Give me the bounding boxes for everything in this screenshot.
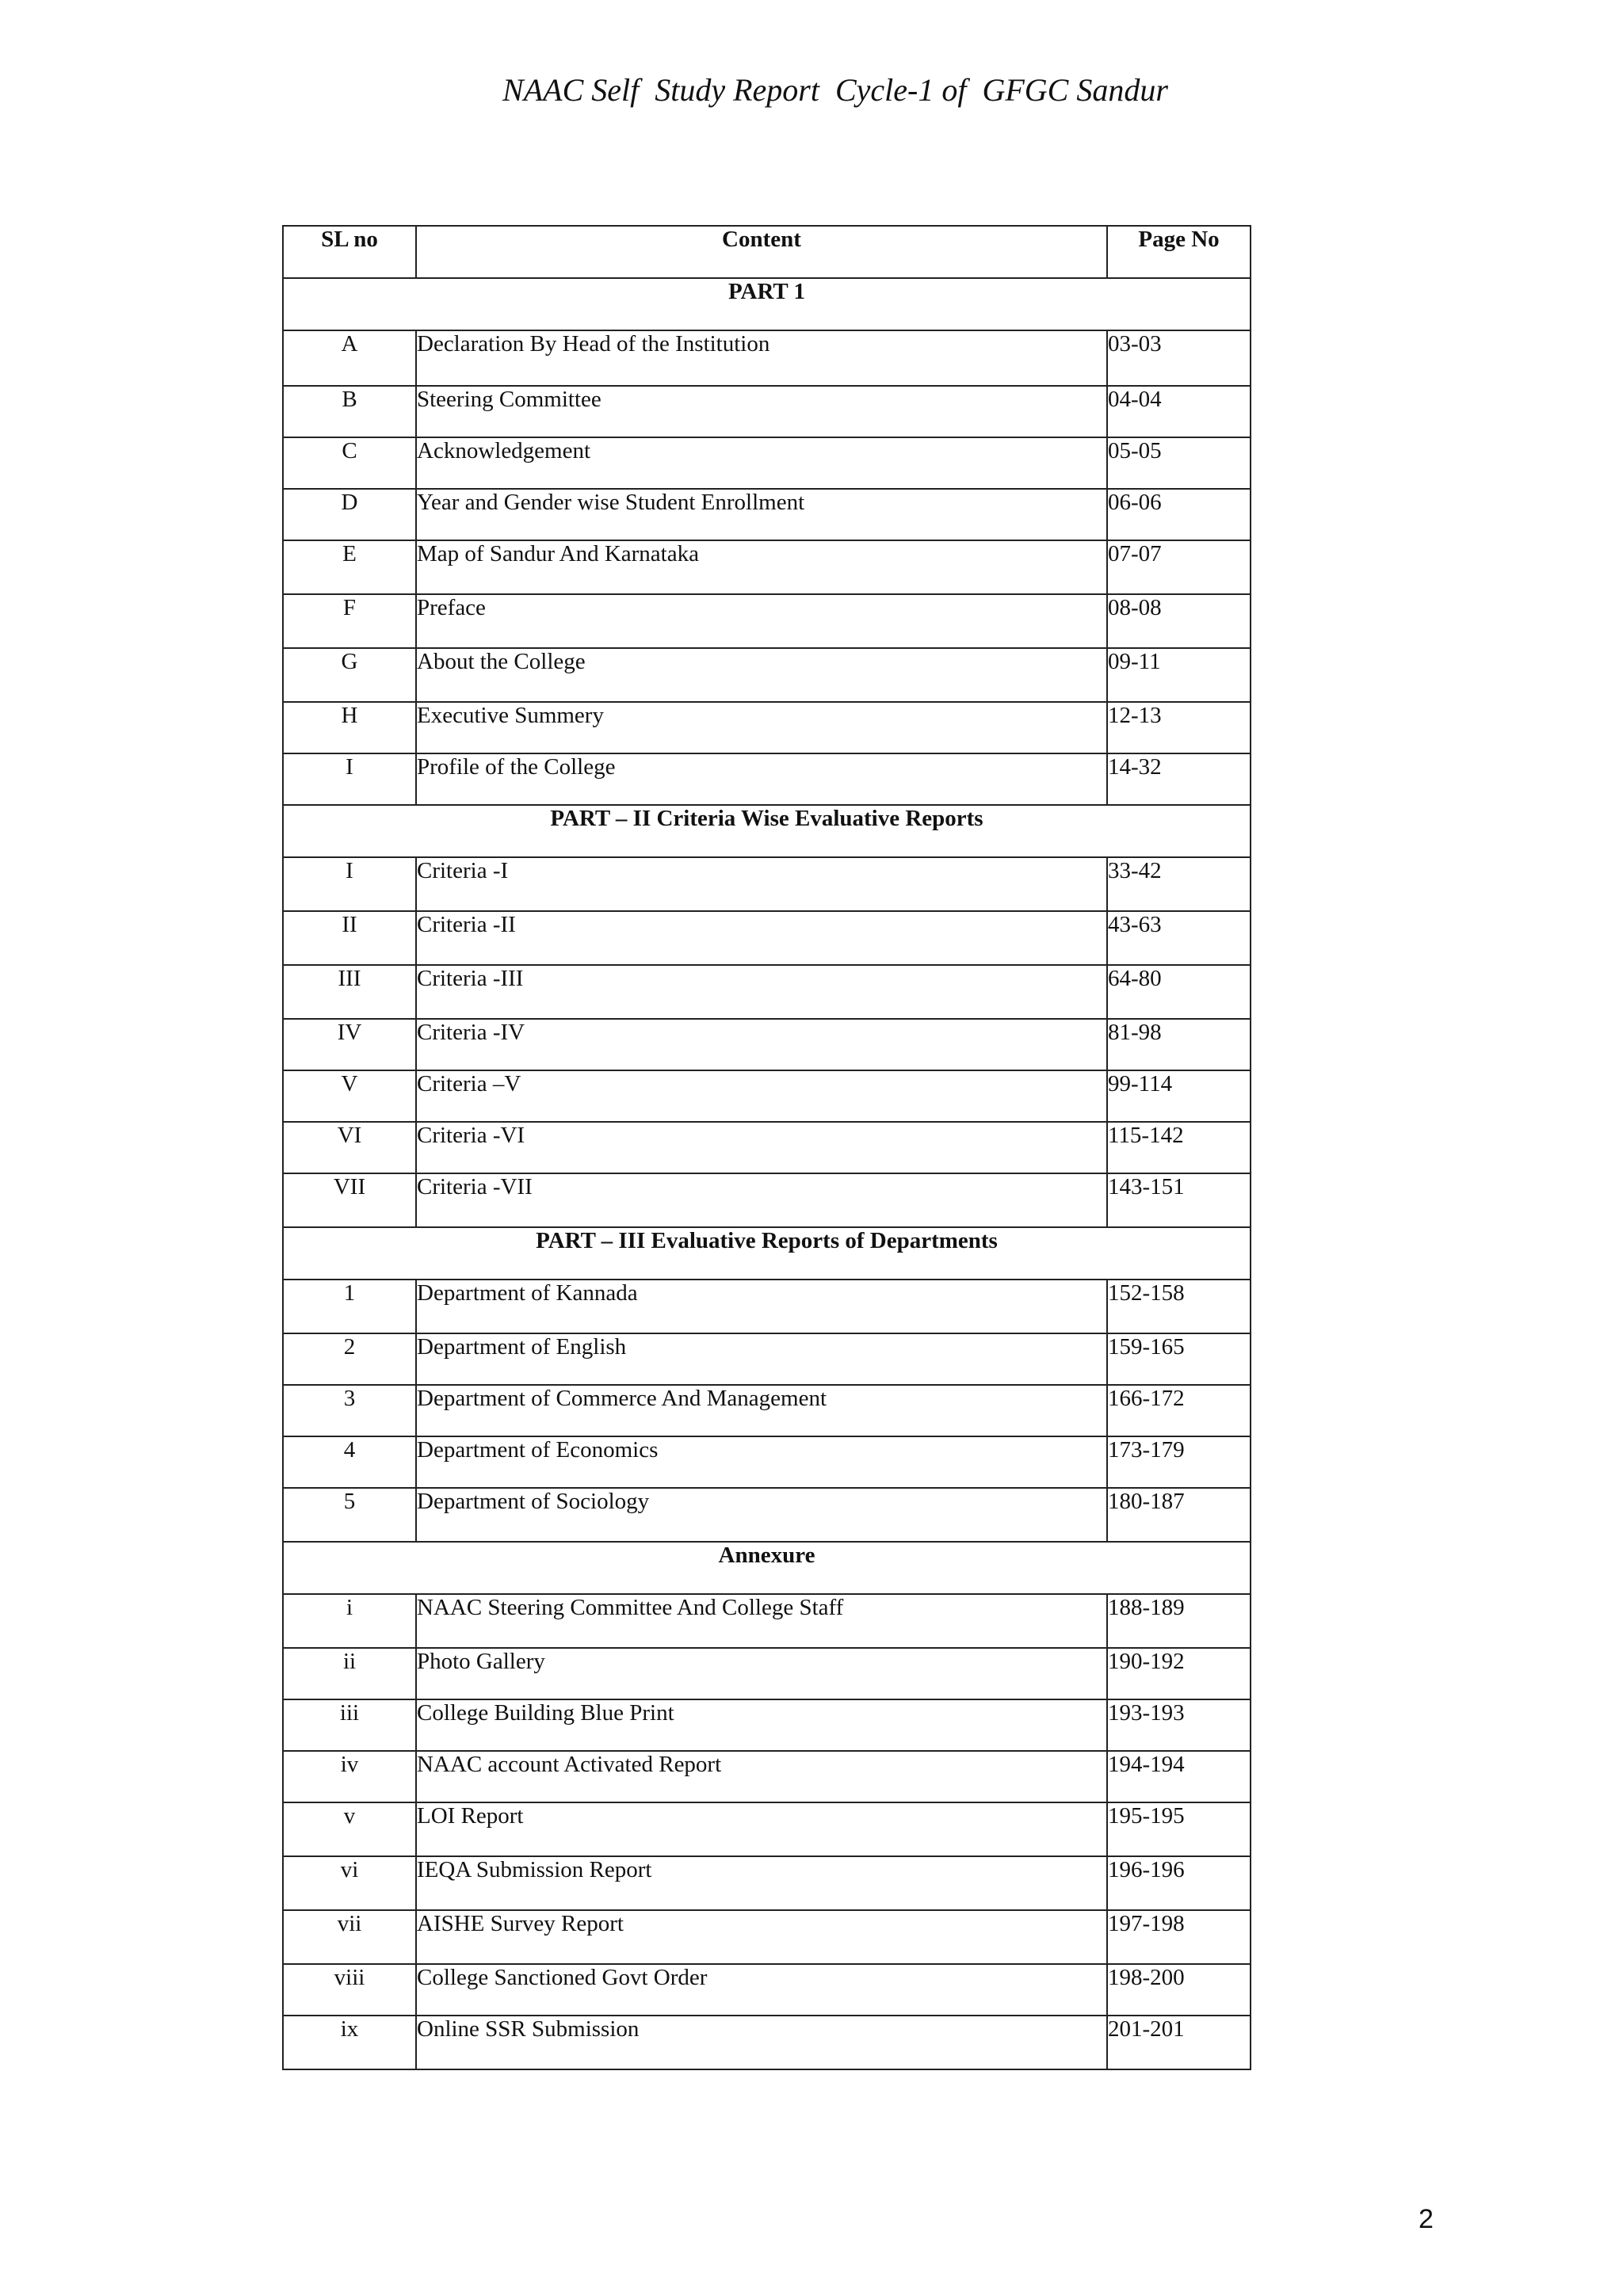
- page-no-cell: 05-05: [1107, 437, 1251, 489]
- column-header-sl-no: SL no: [283, 226, 416, 278]
- table-row: [283, 437, 1251, 489]
- page-no-cell: 173-179: [1107, 1436, 1251, 1488]
- page-no-cell: 33-42: [1107, 857, 1251, 911]
- section-row: [283, 1227, 1251, 1280]
- content-cell: College Building Blue Print: [416, 1699, 1107, 1751]
- content-cell: Profile of the College: [416, 753, 1107, 805]
- content-cell: Department of Kannada: [416, 1280, 1107, 1333]
- table-body: [283, 278, 1251, 2069]
- page-no-cell: 09-11: [1107, 648, 1251, 702]
- sl-no-cell: ii: [283, 1648, 416, 1699]
- content-cell: Photo Gallery: [416, 1648, 1107, 1699]
- section-title: PART 1: [283, 278, 1251, 330]
- sl-no-cell: v: [283, 1802, 416, 1856]
- page-no-cell: 166-172: [1107, 1385, 1251, 1436]
- content-cell: Preface: [416, 594, 1107, 648]
- page-no-cell: 195-195: [1107, 1802, 1251, 1856]
- content-cell: Department of Sociology: [416, 1488, 1107, 1542]
- page-no-cell: 190-192: [1107, 1648, 1251, 1699]
- content-cell: NAAC account Activated Report: [416, 1751, 1107, 1802]
- table-row: [283, 1173, 1251, 1227]
- content-cell: Acknowledgement: [416, 437, 1107, 489]
- sl-no-cell: 5: [283, 1488, 416, 1542]
- content-cell: Criteria –V: [416, 1070, 1107, 1122]
- sl-no-cell: VII: [283, 1173, 416, 1227]
- content-cell: Criteria -IV: [416, 1019, 1107, 1070]
- sl-no-cell: C: [283, 437, 416, 489]
- table-row: [283, 965, 1251, 1019]
- sl-no-cell: H: [283, 702, 416, 753]
- content-cell: AISHE Survey Report: [416, 1910, 1107, 1964]
- table-row: [283, 648, 1251, 702]
- content-cell: Online SSR Submission: [416, 2016, 1107, 2069]
- page-no-cell: 180-187: [1107, 1488, 1251, 1542]
- table-row: [283, 1280, 1251, 1333]
- sl-no-cell: i: [283, 1594, 416, 1648]
- table-row: [283, 540, 1251, 594]
- page-no-cell: 152-158: [1107, 1280, 1251, 1333]
- table-row: [283, 1856, 1251, 1910]
- content-cell: Criteria -VI: [416, 1122, 1107, 1173]
- table-row: [283, 1385, 1251, 1436]
- sl-no-cell: vii: [283, 1910, 416, 1964]
- table-row: [283, 489, 1251, 540]
- section-title: Annexure: [283, 1542, 1251, 1594]
- section-title: PART – III Evaluative Reports of Departments: [283, 1227, 1251, 1280]
- table-row: [283, 911, 1251, 965]
- content-cell: Year and Gender wise Student Enrollment: [416, 489, 1107, 540]
- content-cell: Department of Commerce And Management: [416, 1385, 1107, 1436]
- page-no-cell: 07-07: [1107, 540, 1251, 594]
- table-row: [283, 1751, 1251, 1802]
- page-no-cell: 81-98: [1107, 1019, 1251, 1070]
- page-no-cell: 115-142: [1107, 1122, 1251, 1173]
- sl-no-cell: I: [283, 753, 416, 805]
- content-cell: College Sanctioned Govt Order: [416, 1964, 1107, 2016]
- table-row: [283, 1802, 1251, 1856]
- content-cell: Criteria -III: [416, 965, 1107, 1019]
- column-header-page-no: Page No: [1107, 226, 1251, 278]
- sl-no-cell: E: [283, 540, 416, 594]
- table-row: [283, 702, 1251, 753]
- page-no-cell: 08-08: [1107, 594, 1251, 648]
- page-header: [0, 71, 1623, 109]
- section-title: PART – II Criteria Wise Evaluative Reports: [283, 805, 1251, 857]
- page-no-cell: 14-32: [1107, 753, 1251, 805]
- content-cell: NAAC Steering Committee And College Staff: [416, 1594, 1107, 1648]
- content-cell: Criteria -VII: [416, 1173, 1107, 1227]
- content-cell: Department of Economics: [416, 1436, 1107, 1488]
- sl-no-cell: vi: [283, 1856, 416, 1910]
- sl-no-cell: II: [283, 911, 416, 965]
- page-no-cell: 12-13: [1107, 702, 1251, 753]
- table-row: [283, 1436, 1251, 1488]
- sl-no-cell: iv: [283, 1751, 416, 1802]
- table-row: [283, 1488, 1251, 1542]
- sl-no-cell: V: [283, 1070, 416, 1122]
- sl-no-cell: B: [283, 386, 416, 437]
- page-no-cell: 03-03: [1107, 330, 1251, 386]
- table-row: [283, 1070, 1251, 1122]
- table-row: [283, 594, 1251, 648]
- page-no-cell: 99-114: [1107, 1070, 1251, 1122]
- table-row: [283, 1019, 1251, 1070]
- column-header-content: Content: [416, 226, 1107, 278]
- table-row: [283, 330, 1251, 386]
- table-row: [283, 1648, 1251, 1699]
- content-cell: Steering Committee: [416, 386, 1107, 437]
- content-cell: Department of English: [416, 1333, 1107, 1385]
- content-cell: Criteria -II: [416, 911, 1107, 965]
- table-row: [283, 386, 1251, 437]
- content-cell: IEQA Submission Report: [416, 1856, 1107, 1910]
- page-no-cell: 188-189: [1107, 1594, 1251, 1648]
- page-no-cell: 64-80: [1107, 965, 1251, 1019]
- sl-no-cell: 4: [283, 1436, 416, 1488]
- sl-no-cell: I: [283, 857, 416, 911]
- table-row: [283, 1964, 1251, 2016]
- sl-no-cell: 1: [283, 1280, 416, 1333]
- table-row: [283, 1333, 1251, 1385]
- page-no-cell: 43-63: [1107, 911, 1251, 965]
- sl-no-cell: ix: [283, 2016, 416, 2069]
- sl-no-cell: A: [283, 330, 416, 386]
- content-cell: Executive Summery: [416, 702, 1107, 753]
- table-row: [283, 857, 1251, 911]
- sl-no-cell: III: [283, 965, 416, 1019]
- table-row: [283, 1594, 1251, 1648]
- sl-no-cell: 3: [283, 1385, 416, 1436]
- sl-no-cell: VI: [283, 1122, 416, 1173]
- sl-no-cell: iii: [283, 1699, 416, 1751]
- page-no-cell: 159-165: [1107, 1333, 1251, 1385]
- content-cell: Declaration By Head of the Institution: [416, 330, 1107, 386]
- table-row: [283, 1910, 1251, 1964]
- table-row: [283, 753, 1251, 805]
- content-cell: LOI Report: [416, 1802, 1107, 1856]
- content-cell: Criteria -I: [416, 857, 1107, 911]
- page-no-cell: 143-151: [1107, 1173, 1251, 1227]
- table-row: [283, 1699, 1251, 1751]
- page-no-cell: 196-196: [1107, 1856, 1251, 1910]
- sl-no-cell: G: [283, 648, 416, 702]
- report-title: NAAC Self Study Report Cycle-1 of GFGC Sandur: [502, 72, 1168, 108]
- section-row: [283, 805, 1251, 857]
- table-of-contents: [282, 225, 1251, 2070]
- page-no-cell: 197-198: [1107, 1910, 1251, 1964]
- sl-no-cell: viii: [283, 1964, 416, 2016]
- header-row: [283, 226, 1251, 278]
- content-cell: About the College: [416, 648, 1107, 702]
- page-no-cell: 194-194: [1107, 1751, 1251, 1802]
- sl-no-cell: F: [283, 594, 416, 648]
- table-row: [283, 2016, 1251, 2069]
- page-no-cell: 193-193: [1107, 1699, 1251, 1751]
- page-no-cell: 06-06: [1107, 489, 1251, 540]
- page-no-cell: 04-04: [1107, 386, 1251, 437]
- section-row: [283, 278, 1251, 330]
- page-number: 2: [1419, 2204, 1434, 2234]
- sl-no-cell: IV: [283, 1019, 416, 1070]
- section-row: [283, 1542, 1251, 1594]
- page-no-cell: 201-201: [1107, 2016, 1251, 2069]
- page-no-cell: 198-200: [1107, 1964, 1251, 2016]
- content-cell: Map of Sandur And Karnataka: [416, 540, 1107, 594]
- sl-no-cell: D: [283, 489, 416, 540]
- table-row: [283, 1122, 1251, 1173]
- sl-no-cell: 2: [283, 1333, 416, 1385]
